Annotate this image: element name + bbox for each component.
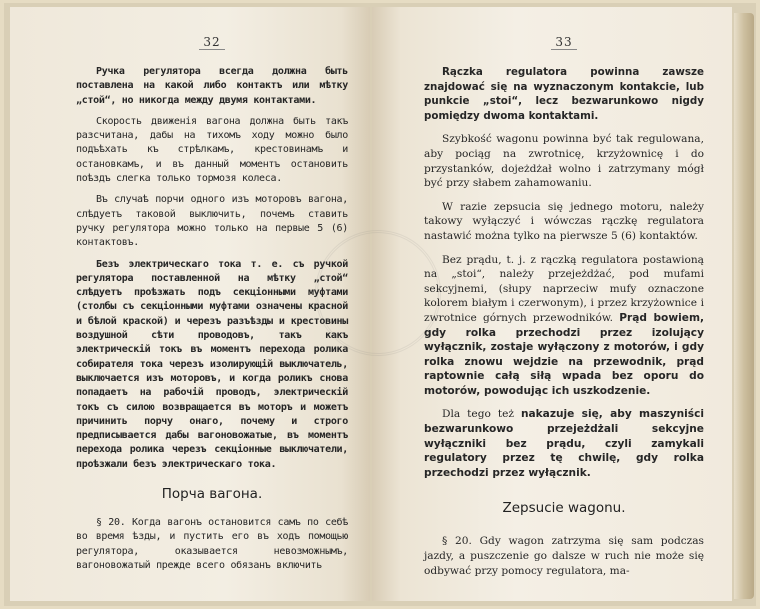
paragraph-2: Скорость движенія вагона должна быть такъ разсчитана, дабы на тихомъ ходу можно было подъѣхать къ стрѣлкамъ, крестовинамъ и остановкамъ, и въ данный моментъ остановить поѣздъ слегка только тормозя колеса.	[76, 115, 348, 185]
paragraph-2: Szybkość wagonu powinna być tak regulowana, aby pociąg na zwrotnicę, krzyżownicę i do przystanków, dojeżdżał wolno i zatrzymany mógł być przy słabem zahamowaniu.	[424, 133, 704, 190]
page-edges	[734, 13, 754, 599]
paragraph-3: W razie zepsucia się jednego motoru, należy takowy wyłączyć i wówczas rączkę regulatora nastawić można tylko na pierwsze 5 (6) kontaktów.	[424, 200, 704, 242]
paragraph-1: Rączka regulatora powinna zawsze znajdować się na wyznaczonym kontakcie, lub punkcie „stoi“, lecz bezwarunkowo nigdy pomiędzy dwoma kontaktami.	[424, 66, 704, 122]
paragraph-3: Въ случаѣ порчи одного изъ моторовъ вагона, слѣдуетъ таковой выключить, почемъ ставить ручку регулятора можно только на первые 5 (6) контактовъ.	[76, 194, 348, 249]
page-number-left: 32	[76, 35, 348, 49]
paragraph-4: Безъ электрическаго тока т. е. съ ручкой регулятора поставленной на мѣтку „стой“ слѣдуетъ проѣзжать подъ секціонными муфтами (столбы съ секціонными муфтами означены красной и бѣлой краской) и черезъ разъѣзды и крестовины воздушной сѣти проводовъ, такъ какъ электрическій токъ въ моментъ перехода ролика собирателя тока черезъ изолирующій выключатель, выключается изъ моторовъ, и когда роликъ снова попадаетъ на рабочій проводъ, электрическій токъ съ силою возвращается въ моторъ и можетъ причинить порчу онаго, почему и строго предписывается дабы вагоновожатые, въ моментъ перехода ролика черезъ секціонные выключатели, проѣзжали безъ электрическаго тока.	[76, 258, 348, 470]
paragraph-5-regular: Dla tego też	[442, 408, 514, 421]
section-heading: Zepsucie wagonu.	[502, 500, 626, 517]
paragraph-5	[424, 407, 704, 480]
paragraph-4-bold: Prąd bowiem, gdy rolka przechodzi przez izolujący wyłącznik, zostaje wyłączony z motorów, i gdy rolka znowu wejdzie na przewodnik, prąd raptownie całą siłą wpada bez oporu do motorów, powodując ich uszkodzenie.	[424, 311, 705, 397]
watermark-stamp	[315, 230, 441, 356]
paragraph-4	[424, 253, 704, 399]
section-paragraph: § 20. Gdy wagon zatrzyma się sam podczas jazdy, a puszczenie go dalsze w ruch nie może się odbywać przy pomocy regulatora, ma-	[424, 535, 704, 577]
paragraph-4-regular: Bez prądu, t. j. z rączką regulatora postawioną na „stoi“, należy przejeżdżać, pod mufami sekcyjnemi, (słupy naprzeciw mufy oznaczone kolorem białym i czerwonym), i przez krzyżownice i zwrotnice górnych przewodników.	[424, 253, 704, 324]
section-heading: Порча вагона.	[161, 486, 263, 503]
paragraph-1: Ручка регулятора всегда должна быть поставлена на какой либо контактъ или мѣтку „стой“, но никогда между двумя контактами.	[76, 66, 348, 106]
page-number-right: 33	[424, 35, 704, 49]
paragraph-5-bold: nakazuje się, aby maszyniści bezwarunkowo przejeżdżali sekcyjne wyłączniki bez prądu, czyli zamykali regulatory przez tę chwilę, gdy rolka przechodzi przez wyłącznik.	[424, 408, 704, 479]
section-paragraph: § 20. Когда вагонъ остановится самъ по себѣ во время ѣзды, и пустить его въ ходъ помощью регулятора, оказывается невозможнымъ, вагоновожатый прежде всего обязанъ включить	[76, 517, 348, 571]
